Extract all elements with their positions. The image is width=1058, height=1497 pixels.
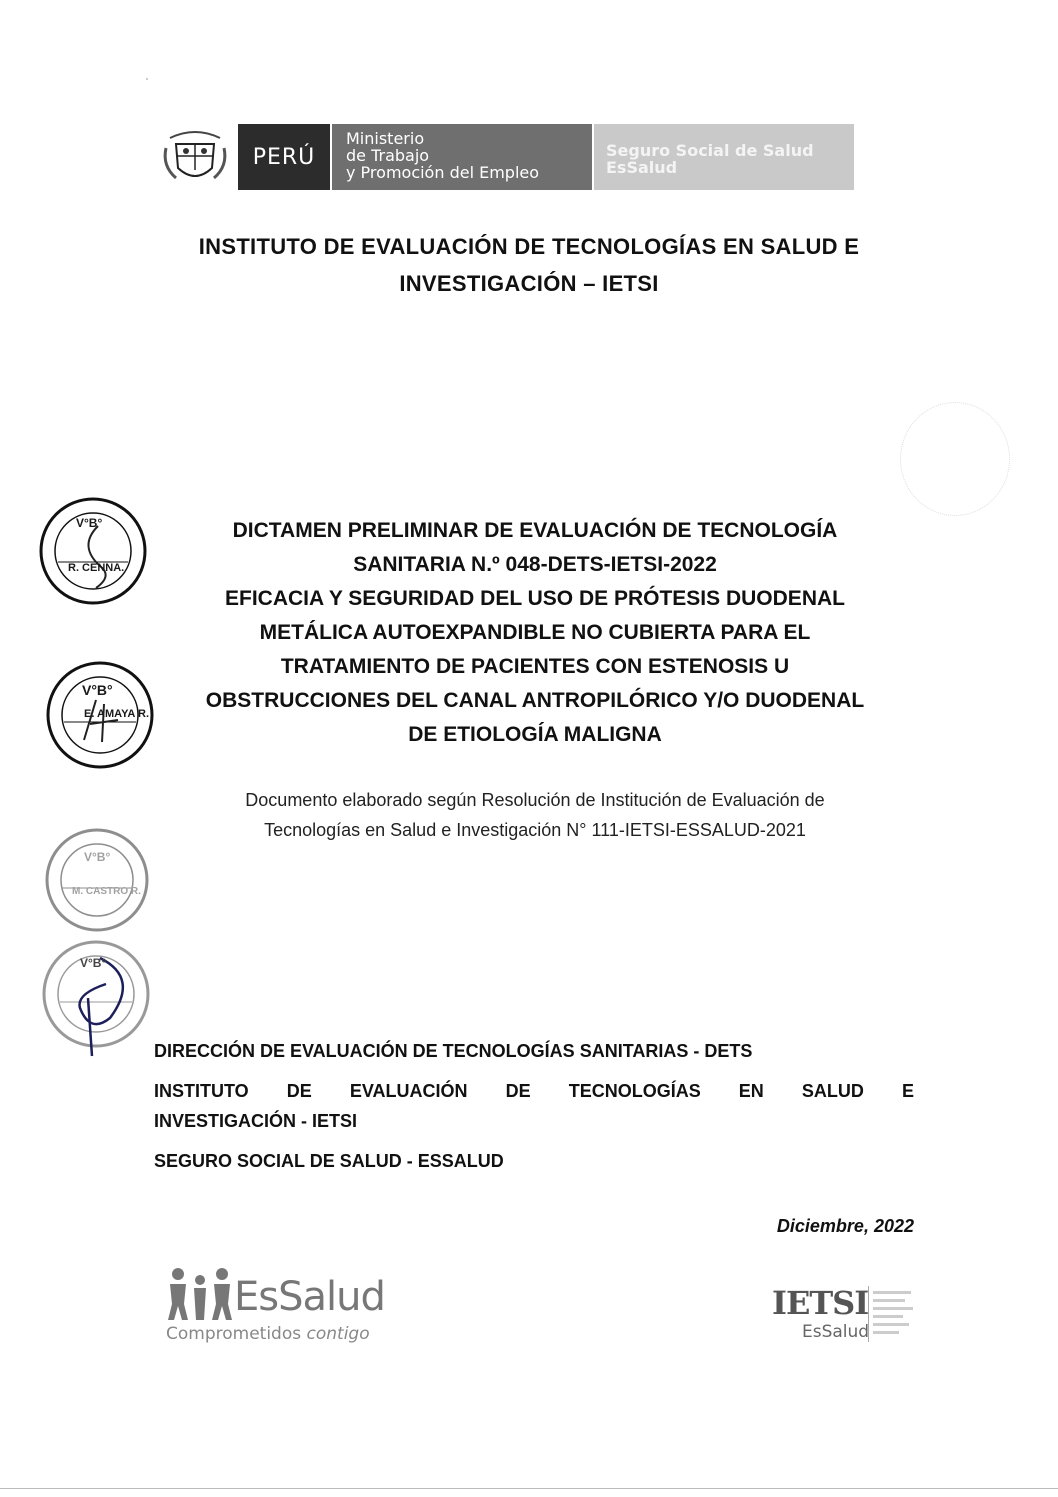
tagline-italic: contigo (306, 1324, 370, 1344)
ietsi-logo (772, 1282, 922, 1352)
agency-line-1: Seguro Social de Salud (606, 141, 814, 160)
dictamen-line-5: TRATAMIENTO DE PACIENTES CON ESTENOSIS U (280, 655, 790, 678)
stamp-1-vb: V°B° (76, 516, 103, 530)
approval-stamp-3 (44, 828, 150, 932)
government-header (160, 122, 854, 192)
approval-stamp-2 (44, 660, 156, 770)
institute-title-line-1: INSTITUTO DE EVALUACIÓN DE TECNOLOGÍAS EN SALUD E (198, 234, 860, 259)
approval-stamp-1 (38, 496, 148, 606)
stamp-ring-icon (44, 828, 150, 932)
stamp-3-vb: V°B° (84, 850, 111, 864)
ministry-line-2: de Trabajo (346, 146, 430, 165)
document-note-line-1: Documento elaborado según Resolución de Institución de Evaluación de (245, 790, 825, 810)
peru-coat-of-arms-icon (160, 126, 230, 188)
peru-label: PERÚ (238, 124, 330, 190)
ministry-line-3: y Promoción del Empleo (346, 163, 540, 182)
tagline-plain: Comprometidos (166, 1324, 307, 1344)
institute-line-1: INSTITUTO DE EVALUACIÓN DE TECNOLOGÍAS EN SALUD E (154, 1081, 914, 1101)
essalud-tagline (166, 1324, 370, 1344)
stamp-4-vb: V°B° (80, 956, 107, 970)
dictamen-title (150, 514, 920, 752)
essalud-wordmark: EsSalud (234, 1274, 385, 1320)
ministry-line-1: Ministerio (346, 129, 425, 148)
social-security-line: SEGURO SOCIAL DE SALUD - ESSALUD (154, 1151, 504, 1171)
document-note (150, 785, 920, 845)
stamp-3-name: M. CASTRO R. (72, 886, 141, 897)
scan-speck (146, 78, 148, 80)
essalud-logo (162, 1262, 422, 1352)
ietsi-subtitle: EsSalud (802, 1322, 870, 1342)
directorate-line: DIRECCIÓN DE EVALUACIÓN DE TECNOLOGÍAS SANITARIAS - DETS (154, 1041, 753, 1061)
authors-block (154, 1036, 914, 1176)
stamp-2-vb: V°B° (82, 682, 113, 698)
dictamen-line-2: SANITARIA N.º 048-DETS-IETSI-2022 (353, 553, 717, 576)
dictamen-line-6: OBSTRUCCIONES DEL CANAL ANTROPILÓRICO Y/O DUODENAL (205, 689, 865, 712)
agency-line-2: EsSalud (606, 158, 678, 177)
ietsi-fine-print (868, 1286, 919, 1342)
dictamen-line-7: DE ETIOLOGÍA MALIGNA (408, 723, 662, 746)
document-date: Diciembre, 2022 (776, 1216, 914, 1236)
dictamen-line-4: METÁLICA AUTOEXPANDIBLE NO CUBIERTA PARA EL (259, 621, 811, 644)
dictamen-line-1: DICTAMEN PRELIMINAR DE EVALUACIÓN DE TECNOLOGÍA (232, 519, 838, 542)
ietsi-wordmark: IETSI (772, 1284, 869, 1322)
institute-title (120, 228, 938, 302)
family-figures-icon (164, 1266, 236, 1322)
institute-line-2: INVESTIGACIÓN - IETSI (154, 1111, 358, 1131)
ministry-label (332, 124, 592, 190)
document-note-line-2: Tecnologías en Salud e Investigación N° 111-IETSI-ESSALUD-2021 (264, 820, 806, 840)
essalud-header-label (594, 124, 854, 190)
approval-stamp-4 (40, 938, 152, 1058)
stamp-1-name: R. CENNA. (68, 562, 125, 574)
page-bottom-rule (0, 1488, 1058, 1489)
stamp-2-name: E. AMAYA R. (84, 708, 150, 720)
institute-title-line-2: INVESTIGACIÓN – IETSI (399, 271, 659, 296)
faint-stamp-impression (900, 402, 1010, 516)
stamp-ring-icon (38, 496, 148, 606)
dictamen-line-3: EFICACIA Y SEGURIDAD DEL USO DE PRÓTESIS DUODENAL (225, 587, 845, 610)
